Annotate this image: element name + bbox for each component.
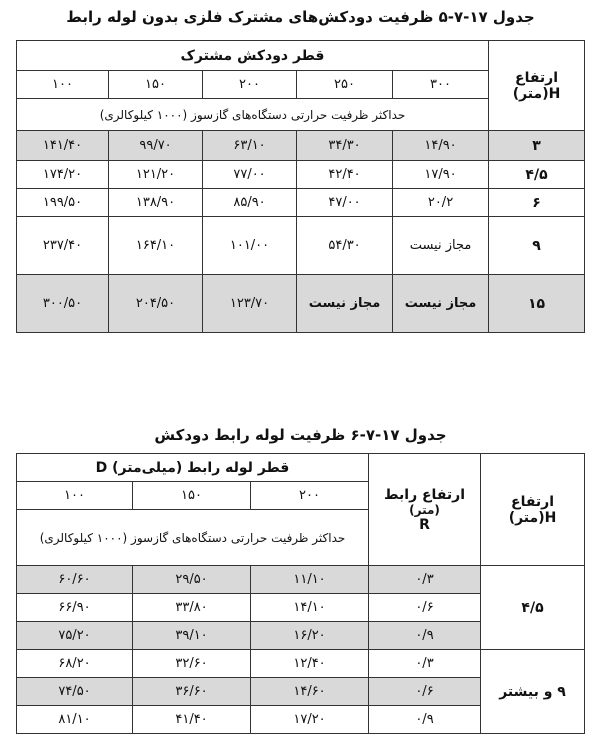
value-cell: ۶۶/۹۰: [17, 594, 133, 622]
height-unit-label: H(متر): [508, 509, 557, 526]
value-cell: ۱۰۱/۰۰: [203, 217, 297, 275]
table-row: [17, 161, 585, 189]
table-row: [17, 275, 585, 333]
value-cell: ۵۴/۳۰: [297, 217, 393, 275]
table-row: [17, 650, 585, 678]
connector-pipe-capacity-table: [16, 453, 585, 734]
value-cell: ۱۴/۹۰: [393, 131, 489, 161]
diameter-group-header: قطر لوله رابط (میلی‌متر) D: [17, 454, 369, 482]
table-row: [17, 131, 585, 161]
value-cell: ۱۱/۱۰: [251, 566, 369, 594]
height-column-header: [489, 41, 585, 131]
value-cell: ۱۲۱/۲۰: [109, 161, 203, 189]
connector-height-cell: ۰/۶: [369, 678, 481, 706]
height-unit-label: H(متر): [512, 85, 561, 102]
height-cell: ۱۵: [489, 275, 585, 333]
value-cell: ۴۲/۴۰: [297, 161, 393, 189]
height-cell: ۹ و بیشتر: [481, 650, 585, 734]
value-cell: ۶۳/۱۰: [203, 131, 297, 161]
value-cell: ۱۴/۶۰: [251, 678, 369, 706]
value-cell: ۴۱/۴۰: [133, 706, 251, 734]
height-column-header: [481, 454, 585, 566]
table-row: [17, 217, 585, 275]
value-cell: ۷۷/۰۰: [203, 161, 297, 189]
value-cell: ۱۴۱/۴۰: [17, 131, 109, 161]
connector-height-cell: ۰/۹: [369, 706, 481, 734]
value-cell: ۶۰/۶۰: [17, 566, 133, 594]
value-cell: ۷۵/۲۰: [17, 622, 133, 650]
connector-height-symbol: R: [419, 516, 430, 533]
capacity-label: حداکثر ظرفیت حرارتی دستگاه‌های گازسوز (۱۰۰۰ کیلوکالری): [17, 510, 369, 566]
value-cell: ۸۱/۱۰: [17, 706, 133, 734]
value-cell: ۱۳۸/۹۰: [109, 189, 203, 217]
height-cell: ۶: [489, 189, 585, 217]
connector-height-cell: ۰/۳: [369, 566, 481, 594]
height-cell: ۹: [489, 217, 585, 275]
value-cell: ۱۷/۹۰: [393, 161, 489, 189]
diameter-header: ۱۵۰: [133, 482, 251, 510]
value-cell: مجاز نیست: [393, 275, 489, 333]
diameter-group-header: قطر دودکش مشترک: [17, 41, 489, 71]
value-cell: ۲۰/۲: [393, 189, 489, 217]
diameter-header: ۱۰۰: [17, 71, 109, 99]
value-cell: ۱۲۳/۷۰: [203, 275, 297, 333]
connector-height-header: [369, 454, 481, 566]
value-cell: ۲۰۴/۵۰: [109, 275, 203, 333]
value-cell: ۱۶/۲۰: [251, 622, 369, 650]
connector-height-label: ارتفاع رابط: [384, 486, 466, 503]
value-cell: ۳۰۰/۵۰: [17, 275, 109, 333]
height-cell: ۴/۵: [489, 161, 585, 189]
table-row: [17, 189, 585, 217]
diameter-header: ۲۰۰: [203, 71, 297, 99]
value-cell: مجاز نیست: [393, 217, 489, 275]
diameter-header: ۱۰۰: [17, 482, 133, 510]
diameter-header: ۲۰۰: [251, 482, 369, 510]
connector-height-unit: (متر): [409, 502, 440, 517]
value-cell: ۲۹/۵۰: [133, 566, 251, 594]
value-cell: ۶۸/۲۰: [17, 650, 133, 678]
diameter-header: ۱۵۰: [109, 71, 203, 99]
value-cell: ۳۳/۸۰: [133, 594, 251, 622]
value-cell: ۳۶/۶۰: [133, 678, 251, 706]
value-cell: ۱۶۴/۱۰: [109, 217, 203, 275]
common-chimney-capacity-table: [16, 40, 585, 333]
value-cell: ۳۴/۳۰: [297, 131, 393, 161]
value-cell: ۱۹۹/۵۰: [17, 189, 109, 217]
value-cell: ۲۳۷/۴۰: [17, 217, 109, 275]
value-cell: ۷۴/۵۰: [17, 678, 133, 706]
value-cell: ۳۹/۱۰: [133, 622, 251, 650]
value-cell: ۸۵/۹۰: [203, 189, 297, 217]
height-label: ارتفاع: [515, 69, 559, 86]
connector-height-cell: ۰/۶: [369, 594, 481, 622]
value-cell: ۱۷/۲۰: [251, 706, 369, 734]
connector-height-cell: ۰/۳: [369, 650, 481, 678]
value-cell: ۱۲/۴۰: [251, 650, 369, 678]
height-label: ارتفاع: [511, 493, 555, 510]
value-cell: ۳۲/۶۰: [133, 650, 251, 678]
height-cell: ۴/۵: [481, 566, 585, 650]
value-cell: مجاز نیست: [297, 275, 393, 333]
table-row: [17, 566, 585, 594]
value-cell: ۱۷۴/۲۰: [17, 161, 109, 189]
capacity-label: حداکثر ظرفیت حرارتی دستگاه‌های گازسوز (۱۰۰۰ کیلوکالری): [17, 99, 489, 131]
table1-caption: جدول ۱۷-۷-۵ ظرفیت دودکش‌های مشترک فلزی بدون لوله رابط: [66, 8, 535, 26]
connector-height-cell: ۰/۹: [369, 622, 481, 650]
value-cell: ۴۷/۰۰: [297, 189, 393, 217]
value-cell: ۱۴/۱۰: [251, 594, 369, 622]
diameter-header: ۲۵۰: [297, 71, 393, 99]
height-cell: ۳: [489, 131, 585, 161]
diameter-header: ۳۰۰: [393, 71, 489, 99]
value-cell: ۹۹/۷۰: [109, 131, 203, 161]
table2-caption: جدول ۱۷-۷-۶ ظرفیت لوله رابط دودکش: [154, 426, 447, 444]
